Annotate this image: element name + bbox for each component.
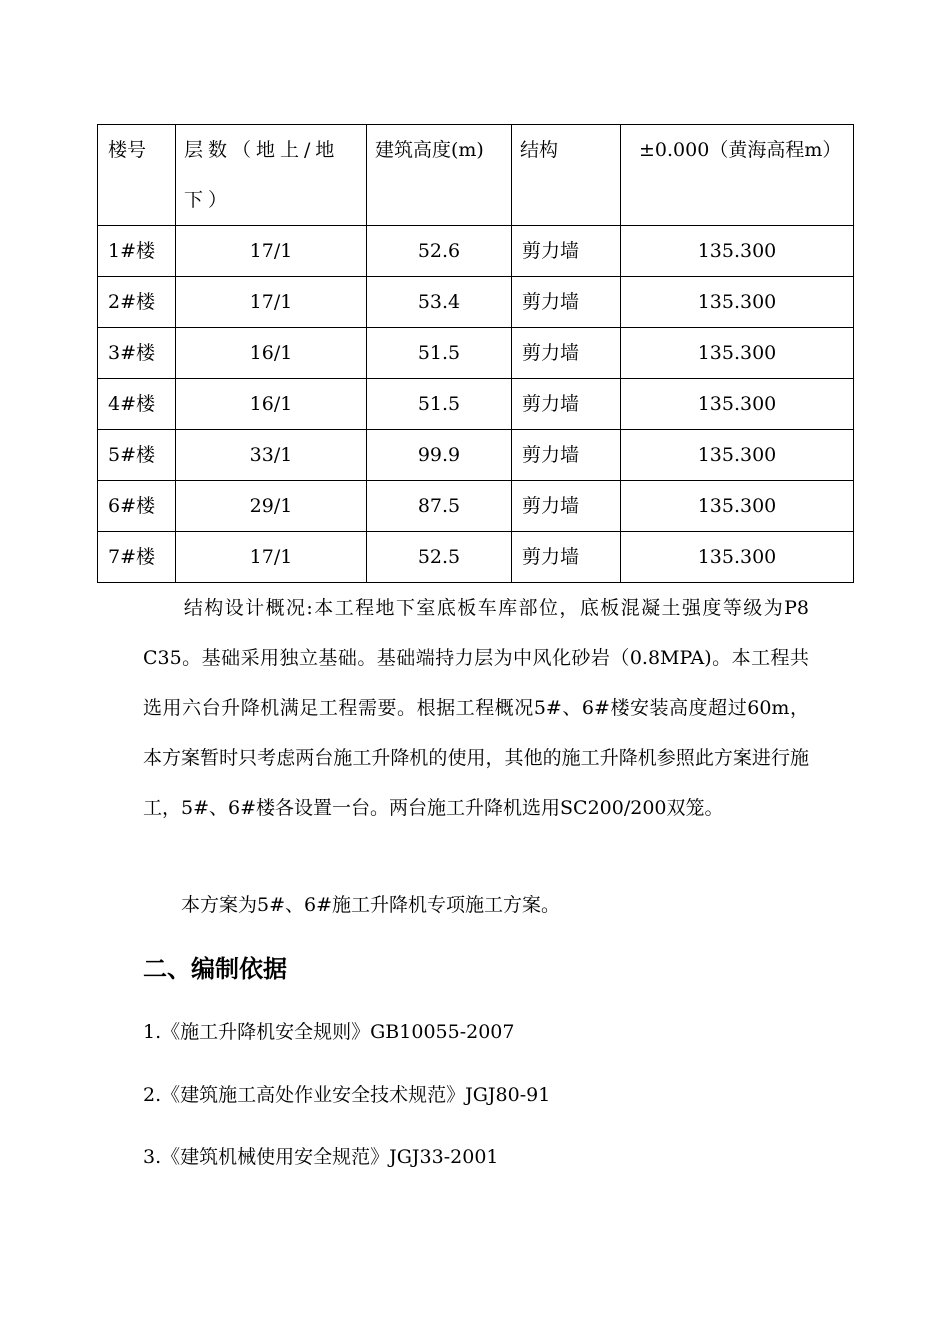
cell-height: 52.5 — [367, 532, 512, 583]
reference-item-1: 1.《施工升降机安全规则》GB10055-2007 — [143, 1021, 515, 1043]
header-floors — [176, 125, 367, 226]
cell-structure: 剪力墙 — [512, 379, 621, 430]
cell-structure: 剪力墙 — [512, 226, 621, 277]
header-structure — [512, 125, 621, 226]
cell-elevation: 135.300 — [621, 481, 854, 532]
cell-elevation: 135.300 — [621, 430, 854, 481]
cell-building: 7#楼 — [98, 532, 176, 583]
cell-elevation: 135.300 — [621, 379, 854, 430]
cell-building: 4#楼 — [98, 379, 176, 430]
cell-structure: 剪力墙 — [512, 532, 621, 583]
reference-item-3: 3.《建筑机械使用安全规范》JGJ33-2001 — [143, 1146, 499, 1168]
cell-height: 99.9 — [367, 430, 512, 481]
cell-floors: 16/1 — [176, 379, 367, 430]
building-info-table — [97, 124, 854, 583]
section-heading: 二、编制依据 — [143, 955, 287, 983]
table-row — [98, 532, 854, 583]
cell-height: 53.4 — [367, 277, 512, 328]
cell-building: 2#楼 — [98, 277, 176, 328]
cell-structure: 剪力墙 — [512, 481, 621, 532]
header-floors-text: 层数（地上/地下） — [184, 139, 340, 211]
header-building: 楼号 — [98, 125, 176, 226]
paragraph-structure-overview: 结构设计概况:本工程地下室底板车库部位，底板混凝土强度等级为P8 C35。基础采用独立基础。基础端持力层为中风化砂岩（0.8MPA)。本工程共选用六台升降机满足工程需要。根据工程概况5#、6#楼安装高度超过60m，本方案暂时只考虑两台施工升降机的使用，其他的施工升降机参照此方案进行施工，5#、6#楼各设置一台。两台施工升降机选用SC200/200双笼。 — [143, 597, 809, 819]
table-row — [98, 328, 854, 379]
cell-structure: 剪力墙 — [512, 328, 621, 379]
table-row — [98, 379, 854, 430]
cell-elevation: 135.300 — [621, 226, 854, 277]
table-row — [98, 226, 854, 277]
cell-floors: 16/1 — [176, 328, 367, 379]
table-row — [98, 277, 854, 328]
reference-item-2: 2.《建筑施工高处作业安全技术规范》JGJ80-91 — [143, 1084, 551, 1106]
header-height-text: 建筑高度(m) — [375, 139, 484, 161]
cell-floors: 33/1 — [176, 430, 367, 481]
cell-building: 5#楼 — [98, 430, 176, 481]
cell-height: 52.6 — [367, 226, 512, 277]
cell-height: 51.5 — [367, 379, 512, 430]
cell-building: 1#楼 — [98, 226, 176, 277]
cell-structure: 剪力墙 — [512, 277, 621, 328]
table-header-row — [98, 125, 854, 226]
header-height — [367, 125, 512, 226]
header-elevation — [621, 125, 854, 226]
cell-height: 87.5 — [367, 481, 512, 532]
paragraph-scheme-scope: 本方案为5#、6#施工升降机专项施工方案。 — [143, 894, 561, 916]
header-elevation-text: ±0.000（黄海高程m） — [639, 139, 842, 161]
cell-building: 6#楼 — [98, 481, 176, 532]
cell-elevation: 135.300 — [621, 532, 854, 583]
cell-height: 51.5 — [367, 328, 512, 379]
cell-floors: 17/1 — [176, 277, 367, 328]
cell-elevation: 135.300 — [621, 277, 854, 328]
cell-floors: 29/1 — [176, 481, 367, 532]
cell-elevation: 135.300 — [621, 328, 854, 379]
cell-building: 3#楼 — [98, 328, 176, 379]
cell-floors: 17/1 — [176, 226, 367, 277]
header-structure-text: 结构 — [520, 139, 559, 161]
cell-structure: 剪力墙 — [512, 430, 621, 481]
cell-floors: 17/1 — [176, 532, 367, 583]
table-row — [98, 430, 854, 481]
table-row — [98, 481, 854, 532]
